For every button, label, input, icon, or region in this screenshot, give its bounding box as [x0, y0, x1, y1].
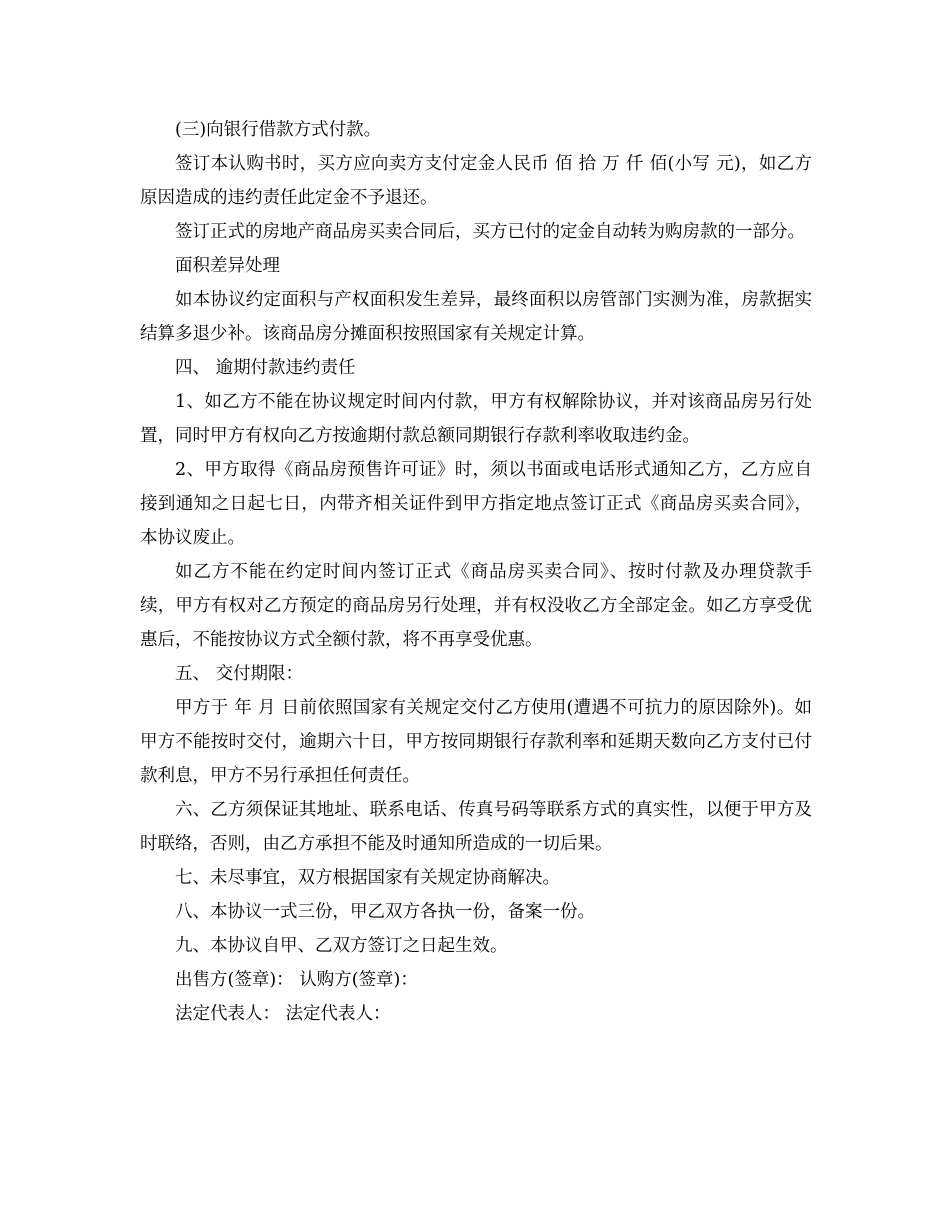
document-body	[140, 113, 812, 1031]
signature-line-representatives: 法定代表人： 法定代表人：	[175, 1004, 391, 1024]
paragraph-deposit-conversion: 签订正式的房地产商品房买卖合同后，买方已付的定金自动转为购房款的一部分。	[175, 222, 805, 242]
heading-delivery-period: 五、 交付期限：	[175, 664, 304, 684]
paragraph-area-difference: 如本协议约定面积与产权面积发生差异，最终面积以房管部门实测为准，房款据实结算多退少补。该商品房分摊面积按照国家有关规定计算。	[140, 290, 812, 344]
paragraph-contact-info: 六、乙方须保证其地址、联系电话、传真号码等联系方式的真实性，以便于甲方及时联络，否则，由乙方承担不能及时通知所造成的一切后果。	[140, 800, 812, 854]
paragraph-payment-method-loan: (三)向银行借款方式付款。	[175, 120, 382, 140]
paragraph-copies: 八、本协议一式三份，甲乙双方各执一份，备案一份。	[175, 902, 595, 922]
paragraph-late-payment-2: 2、甲方取得《商品房预售许可证》时，须以书面或电话形式通知乙方，乙方应自接到通知之日起七日，内带齐相关证件到甲方指定地点签订正式《商品房买卖合同》，本协议废止。	[140, 460, 812, 548]
paragraph-unresolved-matters: 七、未尽事宜，双方根据国家有关规定协商解决。	[175, 868, 560, 888]
heading-late-payment: 四、 逾期付款违约责任	[175, 358, 356, 378]
paragraph-deposit: 签订本认购书时，买方应向卖方支付定金人民币 佰 拾 万 仟 佰(小写 元)，如乙方原因造成的违约责任此定金不予退还。	[140, 154, 812, 208]
paragraph-late-payment-1: 1、如乙方不能在协议规定时间内付款，甲方有权解除协议，并对该商品房另行处置，同时甲方有权向乙方按逾期付款总额同期银行存款利率收取违约金。	[140, 392, 812, 446]
heading-area-difference: 面积差异处理	[175, 256, 280, 276]
signature-line-parties: 出售方(签章)： 认购方(签章)：	[175, 970, 418, 990]
paragraph-effective-date: 九、本协议自甲、乙双方签订之日起生效。	[175, 936, 508, 956]
paragraph-delivery-period: 甲方于 年 月 日前依照国家有关规定交付乙方使用(遭遇不可抗力的原因除外)。如甲方不能按时交付，逾期六十日，甲方按同期银行存款利率和延期天数向乙方支付已付款利息，甲方不另行承担任何责任。	[140, 698, 812, 786]
paragraph-contract-failure: 如乙方不能在约定时间内签订正式《商品房买卖合同》、按时付款及办理贷款手续，甲方有权对乙方预定的商品房另行处理，并有权没收乙方全部定金。如乙方享受优惠后，不能按协议方式全额付款，将不再享受优惠。	[140, 562, 812, 650]
